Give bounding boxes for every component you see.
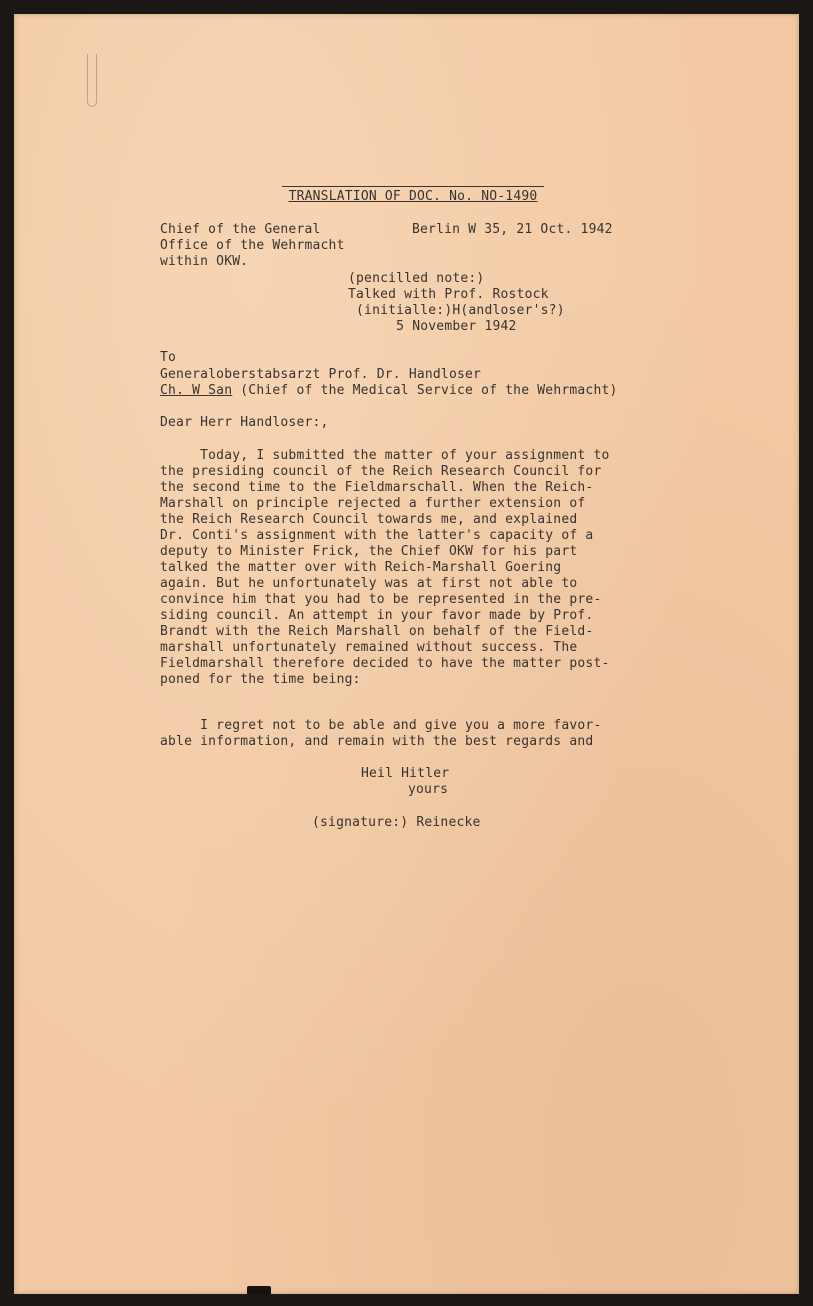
body-line: again. But he unfortunately was at first not able to [160,576,578,591]
closing-yours: yours [408,782,449,797]
place-date: Berlin W 35, 21 Oct. 1942 [412,222,613,237]
pencilled-note-line: Talked with Prof. Rostock [348,287,549,302]
pencilled-note-line: 5 November 1942 [348,319,517,334]
pencilled-note-line: (pencilled note:) [348,271,485,286]
body-line: marshall unfortunately remained without success. The [160,640,578,655]
salutation: Dear Herr Handloser:, [160,415,329,430]
sender-line: within OKW. [160,254,249,269]
pencilled-note-line: (initialle:)H(andloser's?) [348,303,565,318]
clip-tab [247,1286,271,1294]
body-line: Dr. Conti's assignment with the latter's capacity of a [160,528,594,543]
closing-greeting: Heil Hitler [361,766,450,781]
document-title: TRANSLATION OF DOC. No. NO-1490 [282,186,544,205]
signature: (signature:) Reinecke [312,815,481,830]
body-line: convince him that you had to be represented in the pre- [160,592,602,607]
document-page [14,14,799,1294]
body-line: siding council. An attempt in your favor made by Prof. [160,608,594,623]
body-line: the presiding council of the Reich Research Council for [160,464,602,479]
body-line: I regret not to be able and give you a more favor- [160,718,602,733]
addressee-to: To [160,350,177,365]
body-line: Brandt with the Reich Marshall on behalf of the Field- [160,624,594,639]
body-line: Marshall on principle rejected a further extension of [160,496,586,511]
addressee-name: Generaloberstabsarzt Prof. Dr. Handloser [160,367,482,382]
body-line: the second time to the Fieldmarschall. When the Reich- [160,480,594,495]
body-line: poned for the time being: [160,672,361,687]
body-line: Today, I submitted the matter of your assignment to [160,448,610,463]
staple-mark [87,54,97,107]
addressee-role-line [160,383,618,399]
sender-line: Office of the Wehrmacht [160,238,345,253]
body-line: the Reich Research Council towards me, and explained [160,512,578,527]
sender-line: Chief of the General [160,222,321,237]
body-line: deputy to Minister Frick, the Chief OKW for his part [160,544,578,559]
body-line: Fieldmarshall therefore decided to have the matter post- [160,656,610,671]
addressee-abbrev: Ch. W San [160,383,233,398]
body-line: talked the matter over with Reich-Marshall Goering [160,560,562,575]
body-line: able information, and remain with the best regards and [160,734,594,749]
addressee-role: (Chief of the Medical Service of the Wehrmacht) [232,383,618,398]
